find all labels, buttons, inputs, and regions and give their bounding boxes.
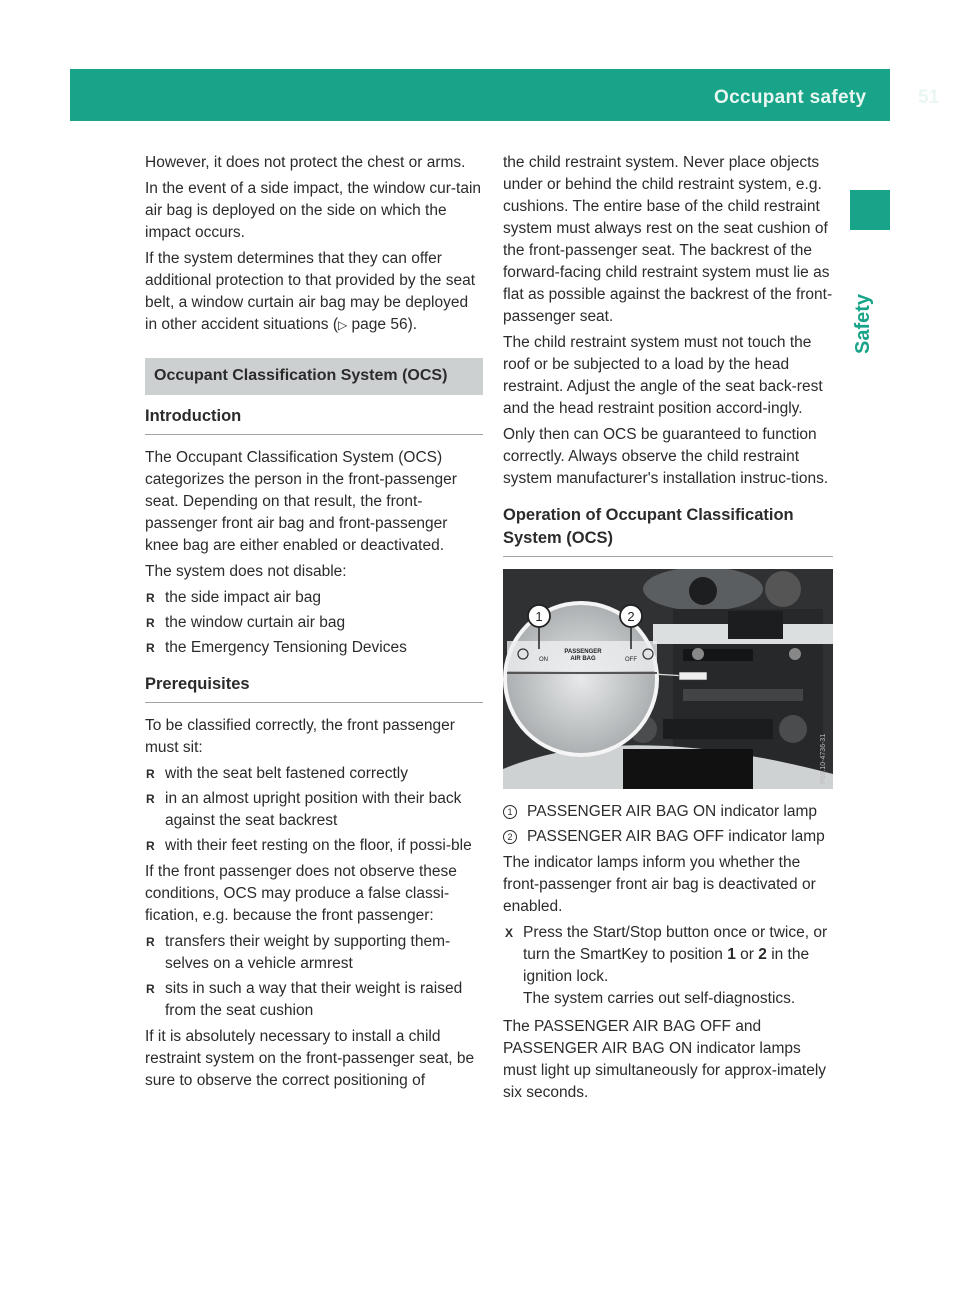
page-reference-link[interactable]: page 56 <box>351 316 408 333</box>
paragraph: Only then can OCS be guaranteed to function correctly. Always observe the child restraint system manufacturer's installation instruc-tions. <box>503 426 829 487</box>
page-ref-arrow-icon: ▷ <box>338 318 348 332</box>
position-1: 1 <box>727 946 736 963</box>
right-column <box>503 152 833 1108</box>
step-arrow-icon: X <box>505 926 514 940</box>
paragraph: If it is absolutely necessary to install a child restraint system on the front-passenger seat, be sure to observe the correct positioning of <box>145 1028 475 1089</box>
airbag-label: AIR BAG <box>570 656 596 662</box>
section-tab-marker <box>850 190 890 230</box>
passenger-label: PASSENGER <box>564 649 602 655</box>
list-item: R with the seat belt fastened correctly <box>145 763 483 785</box>
paragraph: To be classified correctly, the front passenger must sit: <box>145 717 455 756</box>
legend-item: 1 PASSENGER AIR BAG ON indicator lamp <box>503 801 833 823</box>
list-item: R with their feet resting on the floor, if possi-ble <box>145 835 483 857</box>
list-item: R transfers their weight by supporting them-selves on a vehicle armrest <box>145 931 483 975</box>
callout-1-label: 1 <box>535 609 543 624</box>
figure-code: P68.10-4736-31 <box>820 733 827 784</box>
paragraph: However, it does not protect the chest or arms. <box>145 154 466 171</box>
paragraph: the child restraint system. Never place objects under or behind the child restraint system, e.g. cushions. The entire base of the child restraint system must always rest on the seat cushion of the front-passenger seat. The backrest of the forward-facing child restraint system must lie as flat as possible against the backrest of the front-passenger seat. <box>503 154 833 325</box>
bullet-list <box>145 763 483 857</box>
paragraph: The child restraint system must not touch the roof or be subjected to a load by the head restraint. Adjust the angle of the seat back-rest and the head restraint position accord-ingly. <box>503 334 823 417</box>
callout-2-label: 2 <box>627 609 635 624</box>
paragraph: The Occupant Classification System (OCS) categorizes the person in the front-passenger seat. Depending on that result, the front-passenger front air bag and front-passenger knee bag are either enabled or deactivated. <box>145 449 457 554</box>
paragraph: The system does not disable: <box>145 563 347 580</box>
figure-legend <box>503 801 833 848</box>
off-label: OFF <box>625 657 637 663</box>
header-separator <box>900 69 903 121</box>
callout-number-icon: 2 <box>503 830 517 844</box>
section-tab-label: Safety <box>852 293 874 354</box>
paragraph: The PASSENGER AIR BAG OFF and PASSENGER AIR BAG ON indicator lamps must light up simultaneously for approx-imately six seconds. <box>503 1018 827 1101</box>
list-item: R sits in such a way that their weight is raised from the seat cushion <box>145 978 483 1022</box>
dashboard-illustration <box>503 569 833 789</box>
paragraph: The indicator lamps inform you whether the front-passenger front air bag is deactivated or enabled. <box>503 854 816 915</box>
paragraph: In the event of a side impact, the window cur-tain air bag is deployed on the side on which the impact occurs. <box>145 180 482 241</box>
page-number: 51 <box>918 87 940 108</box>
paragraph: If the system determines that they can offer additional protection to that provided by the seat belt, a window curtain air bag may be deployed in other accident situations (▷ page 56). <box>145 250 476 333</box>
callout-number-icon: 1 <box>503 805 517 819</box>
subsection-heading-prerequisites: Prerequisites <box>145 673 483 703</box>
list-item: R in an almost upright position with their back against the seat backrest <box>145 788 483 832</box>
page-header <box>70 69 940 121</box>
left-column <box>145 152 483 1096</box>
list-item: R the window curtain air bag <box>145 612 483 634</box>
legend-item: 2 PASSENGER AIR BAG OFF indicator lamp <box>503 826 833 848</box>
list-item: R the Emergency Tensioning Devices <box>145 637 483 659</box>
section-heading-box: Occupant Classification System (OCS) <box>145 358 483 395</box>
dashboard-figure <box>503 569 833 789</box>
list-item: R the side impact air bag <box>145 587 483 609</box>
chapter-title: Occupant safety <box>714 87 867 108</box>
step-result: The system carries out self-diagnostics. <box>523 990 796 1007</box>
subsection-heading-operation: Operation of Occupant Classification System (OCS) <box>503 504 833 557</box>
on-label: ON <box>539 657 548 663</box>
bullet-list <box>145 587 483 659</box>
paragraph: If the front passenger does not observe these conditions, OCS may produce a false classi-fication, e.g. because the front passenger: <box>145 863 457 924</box>
position-2: 2 <box>758 946 767 963</box>
bullet-list <box>145 931 483 1022</box>
instruction-step: X Press the Start/Stop button once or twice, or turn the SmartKey to position 1 or 2 in the ignition lock. The system carries out self-diagnostics. <box>503 922 833 1010</box>
subsection-heading-introduction: Introduction <box>145 405 483 435</box>
